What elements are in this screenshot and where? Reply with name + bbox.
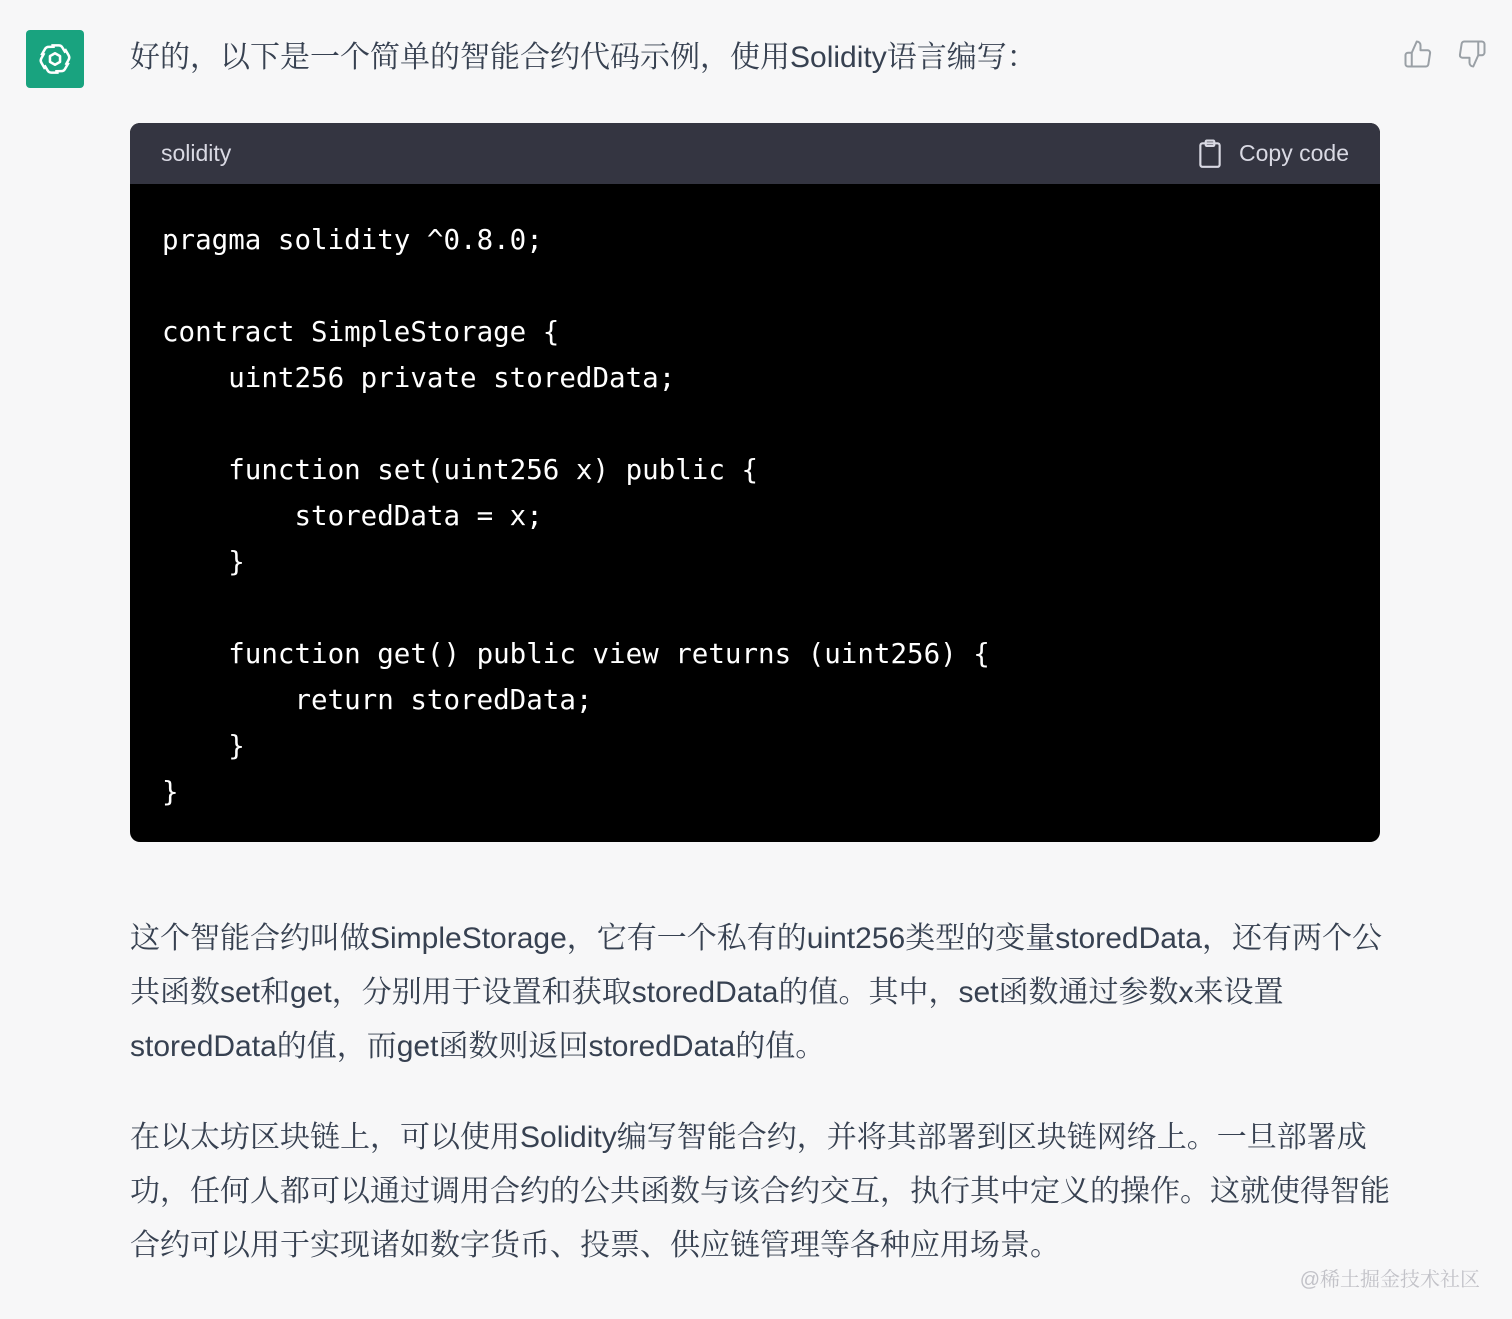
copy-code-label: Copy code — [1239, 140, 1349, 166]
thumbs-up-button[interactable] — [1402, 36, 1434, 72]
openai-logo-icon — [34, 38, 76, 80]
watermark: @稀土掘金技术社区 — [1299, 1269, 1480, 1291]
explanation-paragraph: 这个智能合约叫做SimpleStorage，它有一个私有的uint256类型的变量storedData，还有两个公共函数set和get，分别用于设置和获取storedData的值。其中，set函数通过参数x来设置storedData的值，而get函数则返回storedData的值。 — [130, 922, 1382, 1063]
thumbs-down-button[interactable] — [1456, 36, 1488, 72]
code-language-label: solidity — [161, 140, 232, 166]
avatar — [26, 30, 84, 88]
thumbs-down-icon — [1457, 38, 1487, 70]
code-header — [130, 123, 1380, 184]
feedback-buttons — [1402, 36, 1488, 72]
copy-code-button[interactable] — [1197, 139, 1349, 169]
message-intro: 好的，以下是一个简单的智能合约代码示例，使用Solidity语言编写： — [130, 41, 1037, 74]
clipboard-icon — [1197, 139, 1223, 169]
code-block — [130, 123, 1380, 842]
code-content: pragma solidity ^0.8.0; contract SimpleStorage { uint256 private storedData; function set(uint256 x) public { storedData = x; } function get() public view returns (uint256) { return storedData; } } — [162, 224, 990, 808]
context-paragraph: 在以太坊区块链上，可以使用Solidity编写智能合约，并将其部署到区块链网络上。一旦部署成功，任何人都可以通过调用合约的公共函数与该合约交互，执行其中定义的操作。这就使得智能合约可以用于实现诸如数字货币、投票、供应链管理等各种应用场景。 — [130, 1121, 1390, 1262]
thumbs-up-icon — [1403, 38, 1433, 70]
